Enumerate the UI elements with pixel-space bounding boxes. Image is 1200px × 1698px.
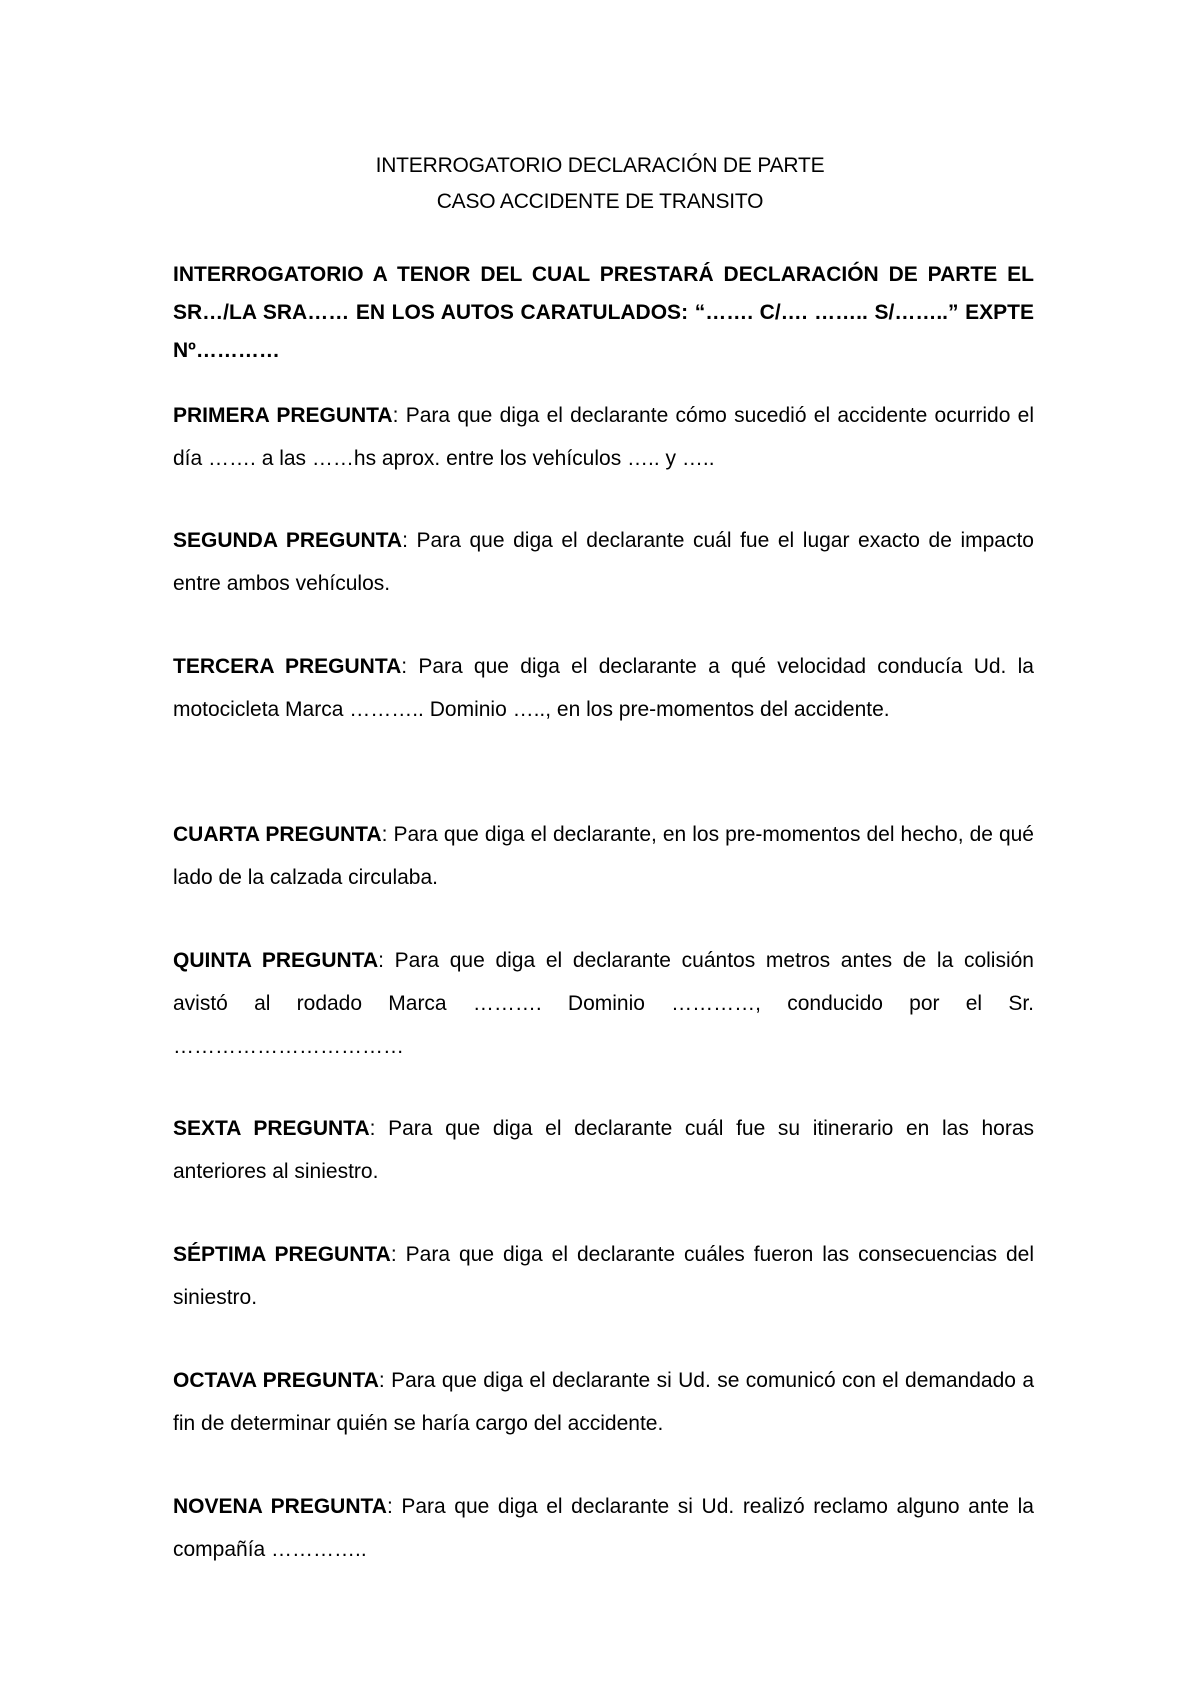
question-text: : Para que diga el declarante si Ud. realizó reclamo alguno ante la compañía ………….. bbox=[173, 1495, 1034, 1561]
question-text: : Para que diga el declarante si Ud. se comunicó con el demandado a fin de determinar quién se haría cargo del accidente. bbox=[173, 1369, 1035, 1435]
question-4 bbox=[173, 813, 1034, 899]
question-label: NOVENA PREGUNTA bbox=[173, 1495, 387, 1518]
question-text: : Para que diga el declarante cuál fue su itinerario en las horas anteriores al siniestro. bbox=[173, 1117, 1035, 1183]
question-label: SÉPTIMA PREGUNTA bbox=[173, 1243, 391, 1266]
question-text: : Para que diga el declarante cuáles fueron las consecuencias del siniestro. bbox=[173, 1243, 1034, 1309]
question-text: : Para que diga el declarante cuál fue el lugar exacto de impacto entre ambos vehículos. bbox=[173, 529, 1034, 595]
title-line-1: INTERROGATORIO DECLARACIÓN DE PARTE bbox=[375, 154, 825, 177]
question-5 bbox=[173, 939, 1034, 1068]
question-text: : Para que diga el declarante cuántos metros antes de la colisión avistó al rodado Marca ………. Dominio …………, conducido por el Sr. …………………………… bbox=[173, 949, 1034, 1058]
question-8 bbox=[173, 1359, 1034, 1445]
title-line-2: CASO ACCIDENTE DE TRANSITO bbox=[436, 190, 764, 213]
question-label: CUARTA PREGUNTA bbox=[173, 823, 382, 846]
question-3 bbox=[173, 645, 1034, 731]
question-1 bbox=[173, 394, 1034, 480]
question-label: SEGUNDA PREGUNTA bbox=[173, 529, 403, 552]
question-label: OCTAVA PREGUNTA bbox=[173, 1369, 379, 1392]
question-7 bbox=[173, 1233, 1034, 1319]
question-text: : Para que diga el declarante cómo sucedió el accidente ocurrido el día ……. a las ……hs aprox. entre los vehículos ….. y ….. bbox=[173, 404, 1034, 470]
document-title bbox=[0, 148, 1200, 220]
question-label: SEXTA PREGUNTA bbox=[173, 1117, 370, 1140]
question-6 bbox=[173, 1107, 1034, 1193]
question-label: PRIMERA PREGUNTA bbox=[173, 404, 393, 427]
question-2 bbox=[173, 519, 1034, 605]
question-text: : Para que diga el declarante a qué velocidad conducía Ud. la motocicleta Marca ……….. Dominio ….., en los pre-momentos del accidente. bbox=[173, 655, 1034, 721]
question-text: : Para que diga el declarante, en los pre-momentos del hecho, de qué lado de la calzada circulaba. bbox=[173, 823, 1034, 889]
question-label: QUINTA PREGUNTA bbox=[173, 949, 379, 972]
question-label: TERCERA PREGUNTA bbox=[173, 655, 402, 678]
question-9 bbox=[173, 1485, 1034, 1571]
intro-paragraph: INTERROGATORIO A TENOR DEL CUAL PRESTARÁ DECLARACIÓN DE PARTE EL SR…/LA SRA…… EN LOS AUTOS CARATULADOS: “……. C/…. …….. S/……..” EXPTE Nº………… bbox=[173, 263, 1034, 362]
